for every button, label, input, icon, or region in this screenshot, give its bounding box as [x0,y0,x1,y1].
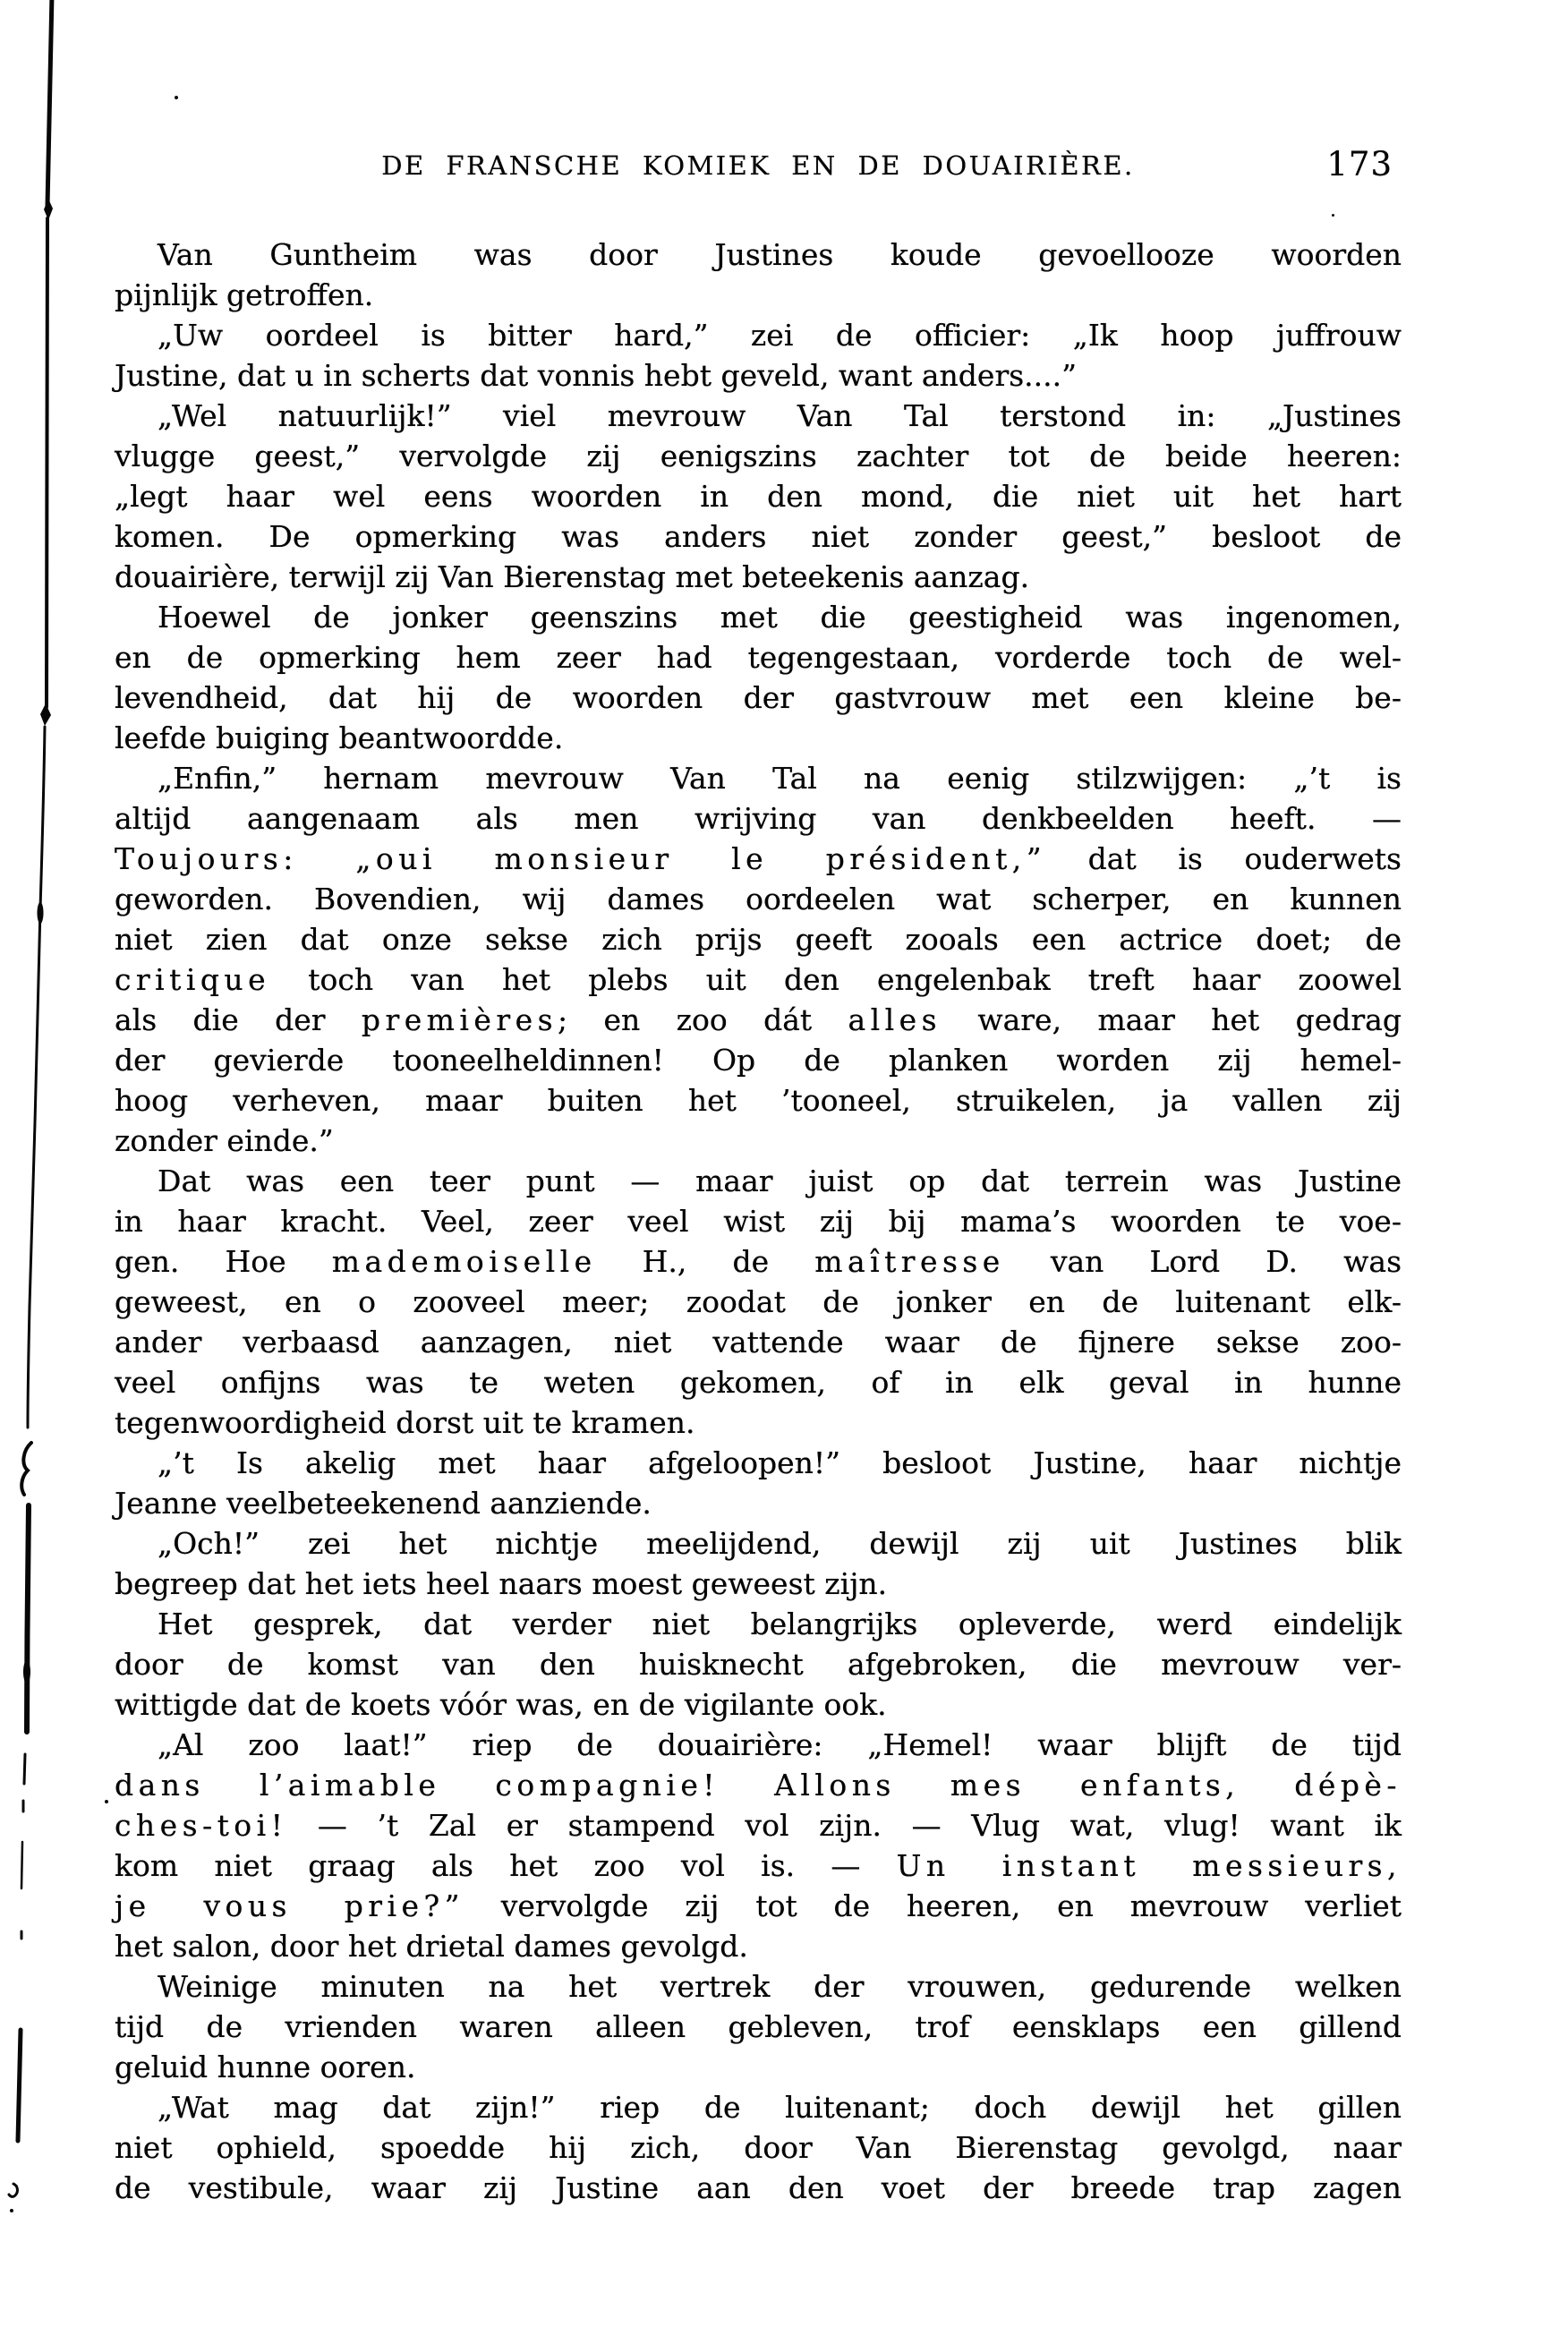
text-segment: douairière, terwijl zij Van Bierenstag met beteekenis aanzag. [115,559,1030,594]
text-segment: leefde buiging beantwoordde. [115,720,564,755]
text-line [115,1040,1402,1080]
text-segment: ander verbaasd aanzagen, niet vattende waar de fijnere sekse zoo- [115,1325,1402,1360]
text-segment: pijnlijk getroffen. [115,277,374,312]
text-segment: de vestibule, waar zij Justine aan den voet der breede trap zagen [115,2170,1402,2205]
text-segment: van Lord D. was [1004,1244,1402,1279]
text-segment: Weinige minuten na het vertrek der vrouwen, gedurende welken [158,1969,1402,2004]
letterspaced-text: maîtresse [814,1244,1005,1279]
text-segment: niet ophield, spoedde hij zich, door Van Bierenstag gevolgd, naar [115,2130,1402,2165]
text-line [115,718,1402,758]
text-line [115,234,1402,275]
text-line [115,1684,1402,1725]
ink-speck [105,1800,108,1803]
text-line [115,1443,1402,1483]
text-line [115,839,1402,879]
text-segment: „legt haar wel eens woorden in den mond, die niet uit het hart [115,479,1402,514]
text-segment: levendheid, dat hij de woorden der gastvrouw met een kleine be- [115,680,1402,715]
letterspaced-text: alles [848,1002,942,1037]
text-segment: gen. Hoe [115,1244,332,1279]
letterspaced-text: premières [361,1002,558,1037]
text-segment: vervolgde zij tot de heeren, en mevrouw verliet [464,1888,1402,1923]
text-segment: dat is ouderwets [1046,841,1402,876]
text-segment: „Och!” zei het nichtje meelijdend, dewijl zij uit Justines blik [158,1526,1402,1561]
text-segment: hoog verheven, maar buiten het ’tooneel, struikelen, ja vallen zij [115,1083,1402,1118]
page-body [115,234,1402,2208]
page-header [115,145,1402,190]
text-line [115,1604,1402,1644]
text-segment: zonder einde.” [115,1123,334,1158]
text-segment: begreep dat het iets heel naars moest geweest zijn. [115,1566,888,1601]
text-segment: Het gesprek, dat verder niet belangrijks opleverde, werd eindelijk [158,1607,1402,1641]
text-line [115,355,1402,396]
letterspaced-text: dans l’aimable compagnie! Allons mes enfants, dépè- [115,1768,1402,1803]
text-line [115,597,1402,637]
text-segment: — ’t Zal er stampend vol zijn. — Vlug wat, vlug! want ik [287,1808,1402,1843]
text-segment: „Wat mag dat zijn!” riep de luitenant; doch dewijl het gillen [158,2090,1402,2125]
text-line [115,1241,1402,1282]
text-segment: altijd aangenaam als men wrijving van denkbeelden heeft. — [115,801,1402,836]
text-line [115,1845,1402,1886]
text-line [115,2168,1402,2208]
text-line [115,798,1402,839]
text-line [115,476,1402,516]
text-segment: in haar kracht. Veel, zeer veel wist zij bij mama’s woorden te voe- [115,1204,1402,1239]
text-segment: veel onfijns was te weten gekomen, of in elk geval in hunne [115,1365,1402,1400]
text-line [115,1282,1402,1322]
text-segment: „Uw oordeel is bitter hard,” zei de officier: „Ik hoop juffrouw [158,318,1402,353]
text-segment: Hoewel de jonker geenszins met die geestigheid was ingenomen, [158,600,1402,635]
letterspaced-text: je vous prie?” [115,1888,464,1923]
text-line [115,1805,1402,1845]
scan-binding-artifact [0,0,81,2327]
paragraph [115,1161,1402,1443]
text-segment: als die der [115,1002,362,1037]
text-line [115,678,1402,718]
text-line [115,275,1402,315]
text-segment: Dat was een teer punt — maar juist op dat terrein was Justine [158,1164,1402,1198]
text-line [115,2007,1402,2047]
text-line [115,1121,1402,1161]
text-segment: komen. De opmerking was anders niet zonder geest,” besloot de [115,519,1402,554]
text-line [115,1201,1402,1241]
text-segment: geluid hunne ooren. [115,2050,416,2084]
text-segment: Jeanne veelbeteekenend aanziende. [115,1486,652,1521]
paragraph [115,1966,1402,2087]
text-line [115,1725,1402,1765]
text-line [115,1765,1402,1805]
letterspaced-text: mademoiselle [331,1244,597,1279]
text-line [115,436,1402,476]
text-line [115,879,1402,919]
text-segment: „Al zoo laat!” riep de douairière: „Hemel! waar blijft de tijd [158,1727,1402,1762]
text-line [115,1966,1402,2007]
paragraph [115,1443,1402,1523]
text-segment: geweest, en o zooveel meer; zoodat de jonker en de luitenant elk- [115,1284,1402,1319]
text-line [115,1926,1402,1966]
running-title: DE FRANSCHE KOMIEK EN DE DOUAIRIÈRE. [381,150,1135,181]
text-segment: „Wel natuurlijk!” viel mevrouw Van Tal terstond in: „Justines [158,398,1402,433]
text-line [115,1161,1402,1201]
text-segment: het salon, door het drietal dames gevolgd. [115,1929,748,1964]
text-line [115,1564,1402,1604]
text-segment: toch van het plebs uit den engelenbak treft haar zoowel [270,962,1402,997]
text-segment: der gevierde tooneelheldinnen! Op de planken worden zij hemel- [115,1043,1402,1078]
text-segment: Justine, dat u in scherts dat vonnis hebt geveld, want anders....” [115,358,1077,393]
text-line [115,396,1402,436]
paragraph [115,1604,1402,1725]
text-line [115,919,1402,959]
text-segment: tijd de vrienden waren alleen gebleven, trof eensklaps een gillend [115,2009,1402,2044]
text-line [115,1886,1402,1926]
text-line [115,1322,1402,1362]
text-line [115,1080,1402,1121]
text-segment: H., de [596,1244,815,1279]
text-line [115,2127,1402,2168]
text-line [115,959,1402,1000]
letterspaced-text: Toujours: „oui monsieur le président,” [115,841,1047,876]
text-segment: „’t Is akelig met haar afgeloopen!” besloot Justine, haar nichtje [158,1445,1402,1480]
text-segment: tegenwoordigheid dorst uit te kramen. [115,1405,695,1440]
paragraph [115,1523,1402,1604]
page-number: 173 [1326,145,1393,183]
text-segment: „Enfin,” hernam mevrouw Van Tal na eenig stilzwijgen: „’t is [158,761,1402,796]
text-line [115,1362,1402,1402]
paragraph [115,1725,1402,1966]
paragraph [115,234,1402,315]
text-segment: Van Guntheim was door Justines koude gevoellooze woorden [158,237,1402,272]
text-segment: niet zien dat onze sekse zich prijs geeft zooals een actrice doet; de [115,922,1402,957]
text-segment: wittigde dat de koets vóór was, en de vigilante ook. [115,1687,887,1722]
text-line [115,1402,1402,1443]
text-line [115,758,1402,798]
text-line [115,315,1402,355]
text-segment: vlugge geest,” vervolgde zij eenigszins zachter tot de beide heeren: [115,439,1402,473]
text-line [115,637,1402,678]
paragraph [115,396,1402,597]
ink-speck [1332,214,1334,217]
text-segment: kom niet graag als het zoo vol is. — [115,1848,897,1883]
text-segment: ware, maar het gedrag [942,1002,1402,1037]
text-segment: ; en zoo dát [557,1002,848,1037]
text-line [115,1483,1402,1523]
text-line [115,516,1402,557]
paragraph [115,597,1402,758]
ink-speck [175,96,178,99]
text-line [115,1644,1402,1684]
text-segment: door de komst van den huisknecht afgebroken, die mevrouw ver- [115,1647,1402,1682]
letterspaced-text: critique [115,962,271,997]
letterspaced-text: ches-toi! [115,1808,288,1843]
text-line [115,1000,1402,1040]
paragraph [115,2087,1402,2208]
letterspaced-text: Un instant messieurs, [896,1848,1402,1883]
text-line [115,1523,1402,1564]
text-segment: geworden. Bovendien, wij dames oordeelen wat scherper, en kunnen [115,882,1402,916]
paragraph [115,315,1402,396]
text-line [115,557,1402,597]
paragraph [115,758,1402,1161]
text-line [115,2087,1402,2127]
text-line [115,2047,1402,2087]
text-segment: en de opmerking hem zeer had tegengestaan, vorderde toch de wel- [115,640,1402,675]
